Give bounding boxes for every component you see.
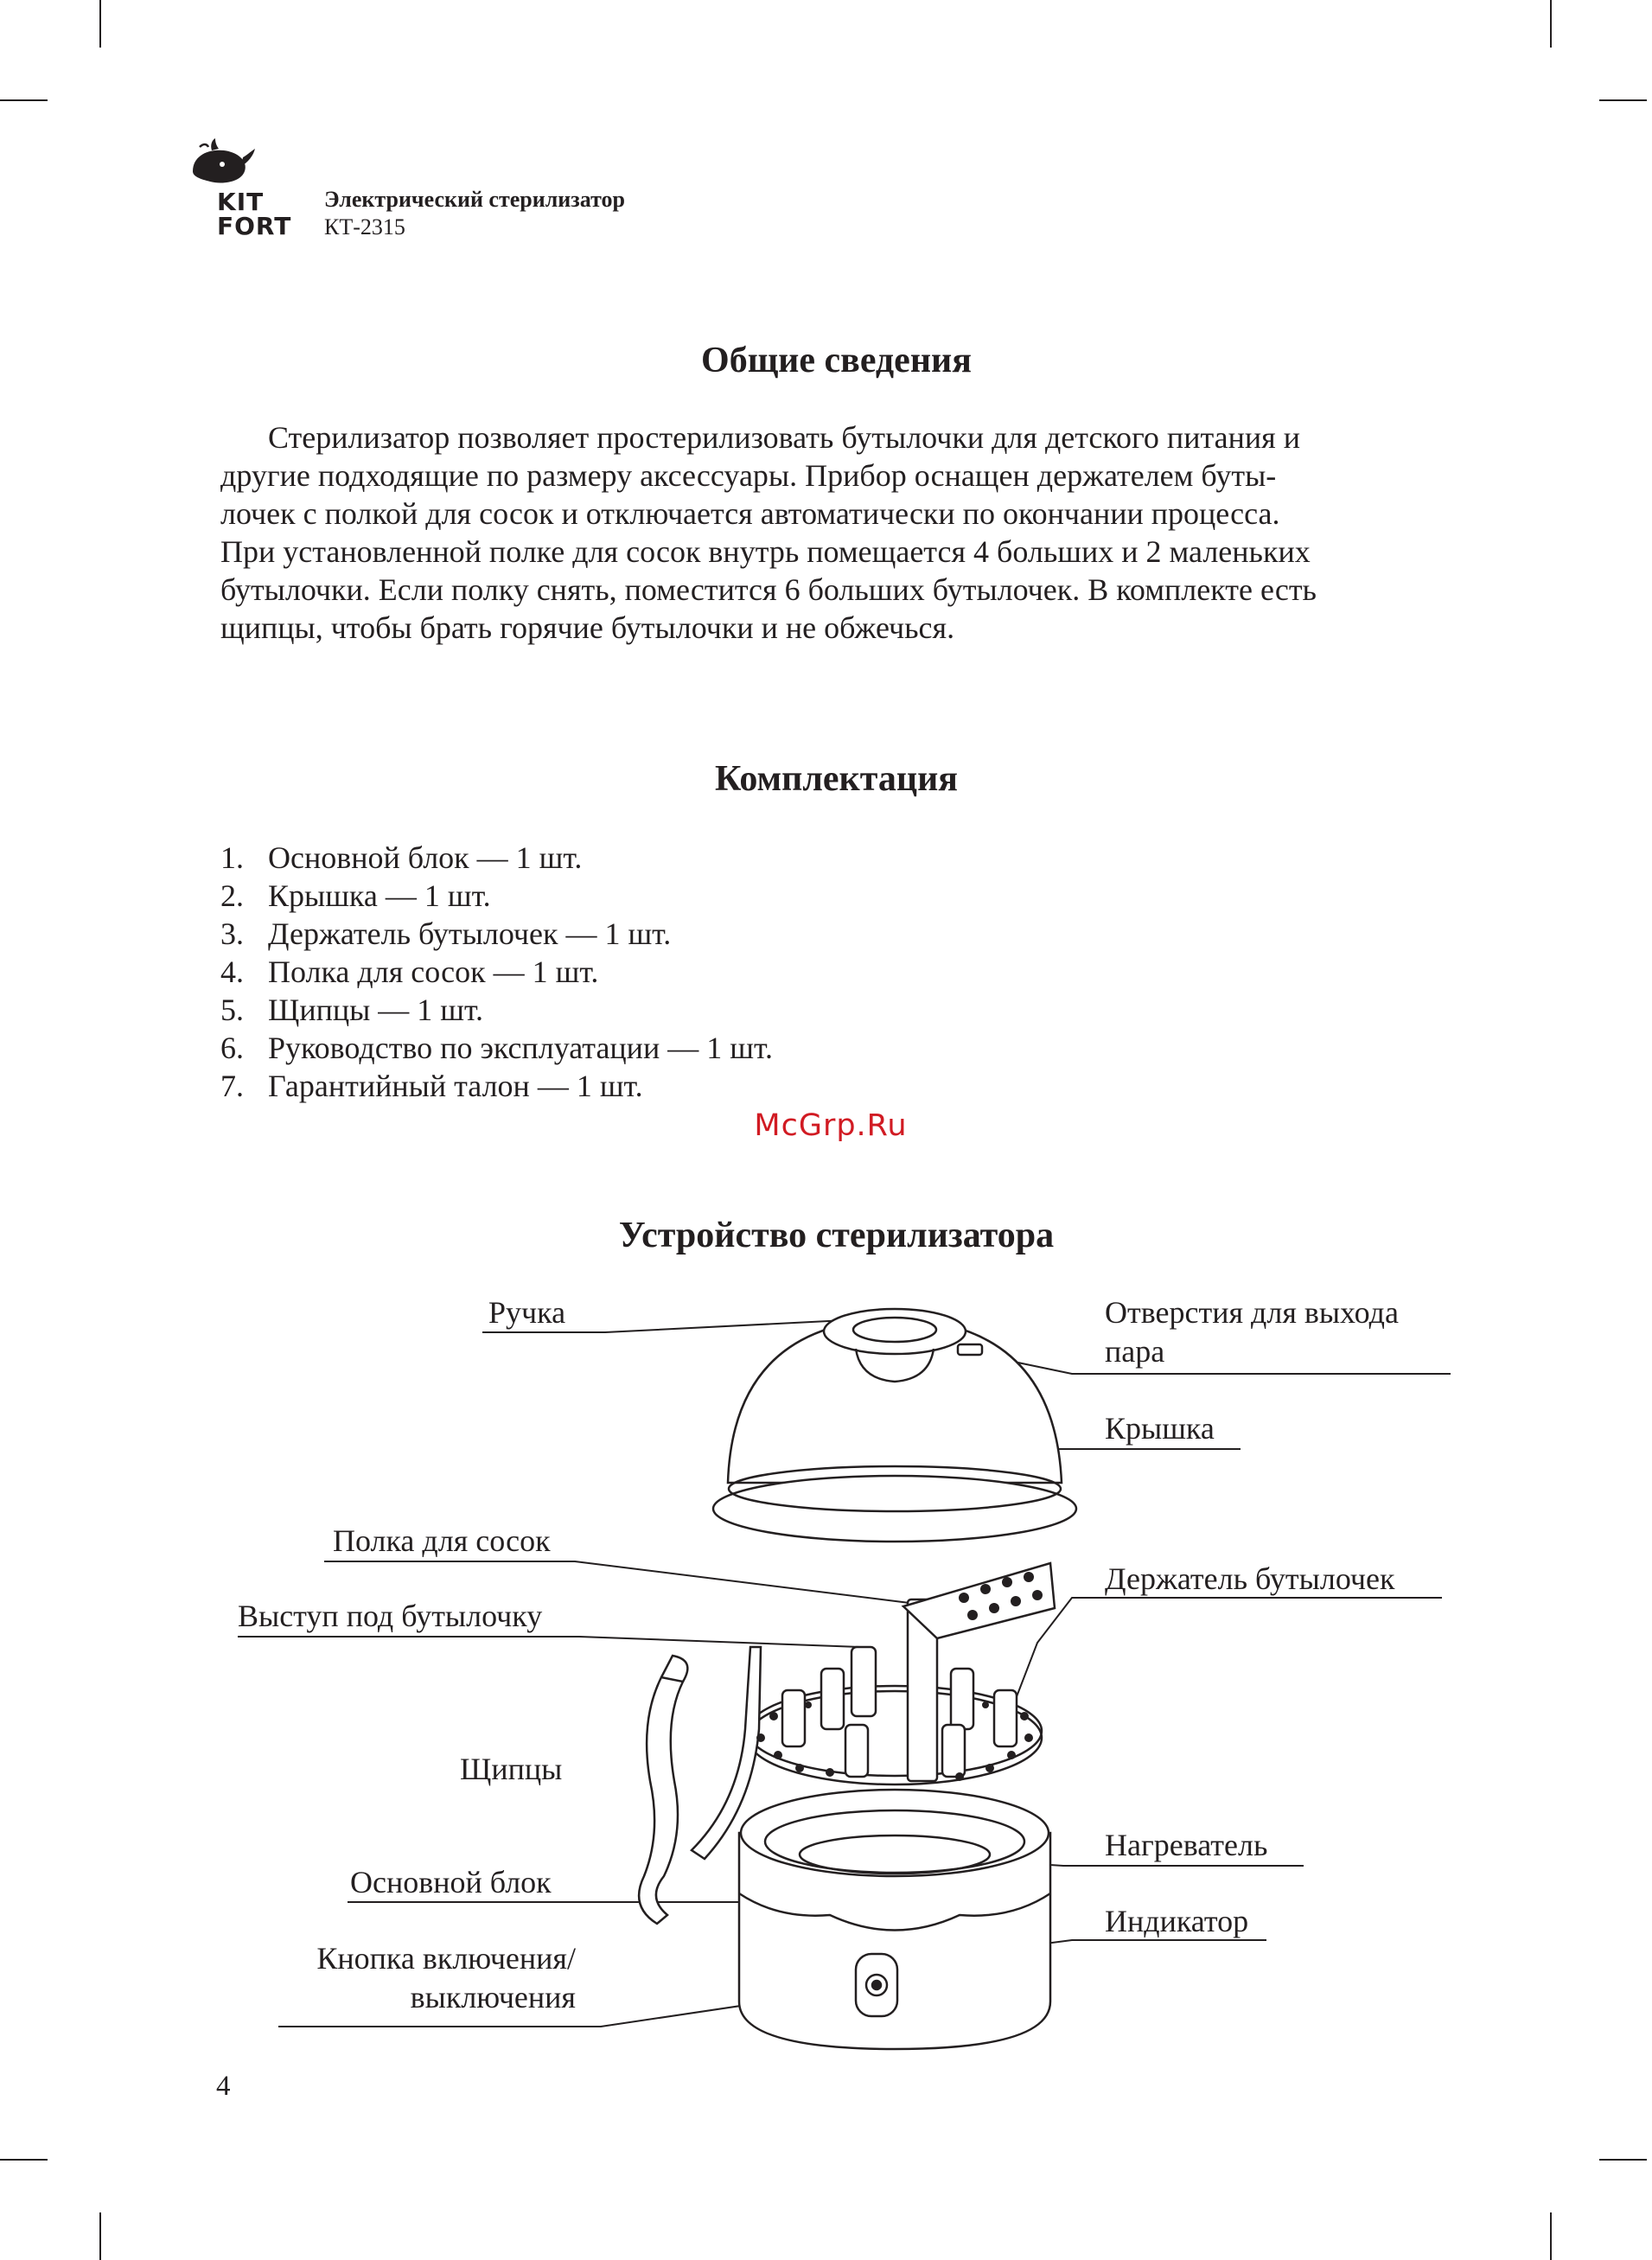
model-number: КТ-2315 <box>324 214 405 239</box>
section-title-kit: Комплектация <box>714 759 959 799</box>
paragraph-line: Стерилизатор позволяет простерилизовать бутылочки для детского питания и <box>268 420 1300 455</box>
paragraph-line: лочек с полкой для сосок и отключается автоматически по окончании процесса. <box>220 496 1280 531</box>
paragraph-line: бутылочки. Если полку снять, поместится 6 больших бутылочек. В комплекте есть <box>220 572 1317 607</box>
label-bottle-holder: Держатель бутылочек <box>1105 1561 1395 1596</box>
list-text: Держатель бутылочек — 1 шт. <box>268 916 672 951</box>
label-steam-vents-line-1: Отверстия для выхода <box>1105 1295 1399 1330</box>
list-item <box>220 1029 773 1067</box>
label-handle: Ручка <box>488 1295 566 1330</box>
list-number: 1. <box>220 840 244 875</box>
general-paragraph <box>220 418 1448 647</box>
list-text: Руководство по эксплуатации — 1 шт. <box>268 1031 773 1065</box>
list-number: 7. <box>220 1069 244 1103</box>
list-text: Щипцы — 1 шт. <box>268 993 484 1027</box>
crop-mark <box>0 99 48 101</box>
label-lid: Крышка <box>1105 1411 1215 1446</box>
brand-logo <box>186 138 307 242</box>
list-item <box>220 839 773 877</box>
brand-name-line-1: KIT <box>217 188 265 216</box>
list-number: 4. <box>220 954 244 989</box>
document-title: Электрический стерилизатор <box>324 187 625 212</box>
crop-mark <box>1599 2159 1647 2161</box>
list-text: Гарантийный талон — 1 шт. <box>268 1069 643 1103</box>
crop-mark <box>1599 99 1647 101</box>
label-steam-vents-line-2: пара <box>1105 1334 1165 1369</box>
list-text: Полка для сосок — 1 шт. <box>268 954 599 989</box>
list-number: 3. <box>220 916 244 951</box>
page-header <box>186 138 791 242</box>
crop-mark <box>0 2159 48 2161</box>
list-text: Крышка — 1 шт. <box>268 878 491 913</box>
watermark-link[interactable]: McGrp.Ru <box>754 1108 908 1143</box>
list-number: 6. <box>220 1031 244 1065</box>
label-power-button-line-1: Кнопка включения/ <box>316 1941 576 1976</box>
section-title-general: Общие сведения <box>701 341 972 380</box>
paragraph-line: щипцы, чтобы брать горячие бутылочки и не обжечься. <box>220 610 955 645</box>
list-item <box>220 915 773 953</box>
label-main-unit: Основной блок <box>350 1865 552 1899</box>
list-item <box>220 991 773 1029</box>
paragraph-line: другие подходящие по размеру аксессуары. Прибор оснащен держателем буты- <box>220 458 1277 493</box>
list-text: Основной блок — 1 шт. <box>268 840 583 875</box>
crop-mark <box>99 0 101 48</box>
list-number: 2. <box>220 878 244 913</box>
crop-mark <box>1550 0 1552 48</box>
list-number: 5. <box>220 993 244 1027</box>
crop-mark <box>99 2212 101 2260</box>
list-item <box>220 953 773 991</box>
label-bottle-peg: Выступ под бутылочку <box>238 1599 543 1633</box>
label-heater: Нагреватель <box>1105 1828 1268 1862</box>
list-item <box>220 1067 773 1105</box>
section-title-device: Устройство стерилизатора <box>618 1216 1055 1255</box>
whale-icon <box>188 138 257 188</box>
brand-name-line-2: FORT <box>217 212 292 240</box>
page-number: 4 <box>216 2071 231 2102</box>
crop-mark <box>1550 2212 1552 2260</box>
paragraph-line: При установленной полке для сосок внутрь помещается 4 больших и 2 маленьких <box>220 534 1311 569</box>
label-nipple-shelf: Полка для сосок <box>333 1523 551 1558</box>
list-item <box>220 877 773 915</box>
sterilizer-diagram <box>0 1262 1652 2058</box>
label-tongs: Щипцы <box>460 1752 563 1786</box>
label-power-button-line-2: выключения <box>410 1980 576 2014</box>
label-indicator: Индикатор <box>1105 1904 1249 1938</box>
kit-list <box>220 839 773 1105</box>
